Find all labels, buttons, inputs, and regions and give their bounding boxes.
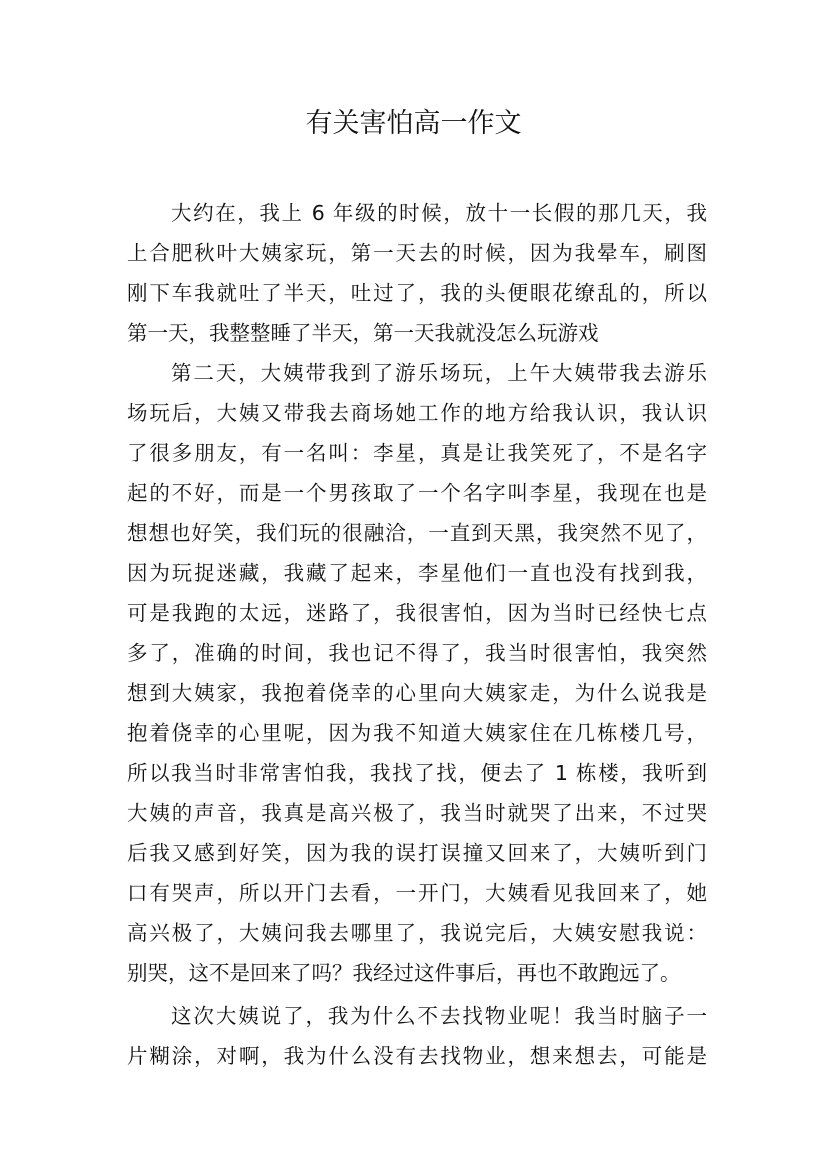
text-line: 起的不好，而是一个男孩取了一个名字叫李星，我现在也是 xyxy=(127,481,707,505)
text-line: 多了，准确的时间，我也记不得了，我当时很害怕，我突然 xyxy=(127,641,707,665)
text-line: 抱着侥幸的心里呢，因为我不知道大姨家住在几栋楼几号， xyxy=(127,721,707,745)
text-line: 所以我当时非常害怕我，我找了找，便去了 1 栋楼，我听到 xyxy=(127,761,707,785)
paragraph xyxy=(127,193,707,353)
text-line: 高兴极了，大姨问我去哪里了，我说完后，大姨安慰我说： xyxy=(127,921,707,945)
text-line: 口有哭声，所以开门去看，一开门，大姨看见我回来了，她 xyxy=(127,881,707,905)
text-line: 想到大姨家，我抱着侥幸的心里向大姨家走，为什么说我是 xyxy=(127,681,707,705)
text-line: 第一天，我整整睡了半天，第一天我就没怎么玩游戏 xyxy=(127,321,599,345)
paragraph xyxy=(127,353,707,993)
text-line: 因为玩捉迷藏，我藏了起来，李星他们一直也没有找到我， xyxy=(127,561,707,585)
text-line: 片糊涂，对啊，我为什么没有去找物业，想来想去，可能是 xyxy=(127,1044,707,1068)
text-line: 后我又感到好笑，因为我的误打误撞又回来了，大姨听到门 xyxy=(127,841,707,865)
document-body xyxy=(127,193,707,1076)
text-line: 想想也好笑，我们玩的很融洽，一直到天黑，我突然不见了， xyxy=(127,521,707,545)
text-line: 了很多朋友，有一名叫：李星，真是让我笑死了，不是名字 xyxy=(127,441,707,465)
text-line: 大姨的声音，我真是高兴极了，我当时就哭了出来，不过哭 xyxy=(127,801,707,825)
text-line: 场玩后，大姨又带我去商场她工作的地方给我认识，我认识 xyxy=(127,401,707,425)
text-line: 上合肥秋叶大姨家玩，第一天去的时候，因为我晕车，刷图 xyxy=(127,241,707,265)
text-line: 刚下车我就吐了半天，吐过了，我的头便眼花缭乱的，所以 xyxy=(127,281,707,305)
text-line: 可是我跑的太远，迷路了，我很害怕，因为当时已经快七点 xyxy=(127,601,707,625)
document-title: 有关害怕高一作文 xyxy=(305,108,522,139)
text-line: 第二天，大姨带我到了游乐场玩，上午大姨带我去游乐 xyxy=(171,361,707,385)
text-line: 大约在，我上 6 年级的时候，放十一长假的那几天，我 xyxy=(171,201,707,225)
text-line: 别哭，这不是回来了吗？我经过这件事后，再也不敢跑远了。 xyxy=(127,961,681,985)
paragraph xyxy=(127,996,707,1076)
text-line: 这次大姨说了，我为什么不去找物业呢！我当时脑子一 xyxy=(171,1004,707,1028)
